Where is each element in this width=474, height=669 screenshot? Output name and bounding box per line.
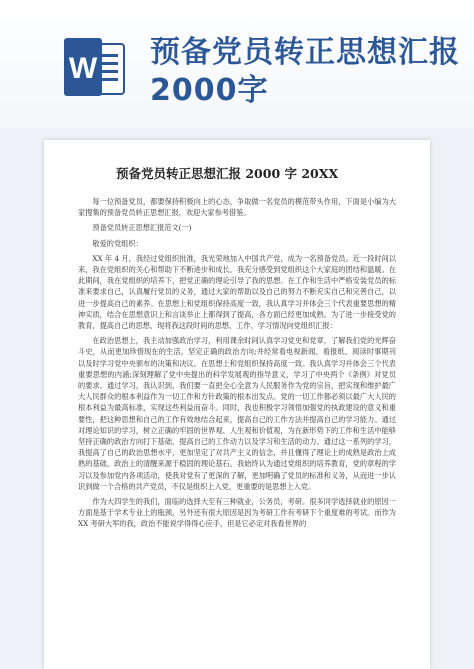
word-icon-letter: W — [68, 52, 98, 85]
header-banner — [0, 0, 474, 128]
word-document-icon — [62, 38, 126, 98]
page-title-line1: 预备党员转正思想汇报 — [150, 35, 460, 70]
paragraph-section-heading: 预备党员转正思想汇报范文(一) — [92, 223, 192, 233]
document-title: 预备党员转正思想汇报 2000 字 20XX — [116, 166, 339, 181]
paragraph-body-2: 在政治思想上，我主动加强政治学习，利用课余时间认真学习党史和党章，了解我们党的光辉奋斗史，从而更加珍惜现在的生活，坚定正确的政治方向;并经常看电视新闻、看报纸、阅读时事期刊以及时学习党中央颁布的决策和决议。在思想上和党组织保持高度一致。我认真学习并体会三个代表重要思想的内涵;深刻理解了党中央提出的科学发展观的指导意义，学习了中央两个《条例》对党员的要求。通过学习，我认识到，我们要一直把全心全意为人民服务作为党的宗旨，把实现和维护最广大人民群众的根本利益作为一切工作和方针政策的根本出发点。党的一切工作都必须以最广大人民的根本利益为最高标准，实现这些利益而奋斗。同时，我也积极学习领悟加强党的执政建设的意义和重要性，把这种思想和自己的工作有效地结合起来，提高自己的工作方法并提高自己的学习能力。通过对理论知识的学习，树立正确的牢固的世界观、人生观和价值观，为在新形势下的工作和生活中能够坚持正确的政治方向打下基础，提高自己的工作动力以及学习和生活的动力。通过这一系列的学习，我提高了自己的政治思想水平，更加坚定了对共产主义的信念，并且懂得了理论上的成熟是政治上成熟的基础，政治上的清醒来源于稳固的理论基石。我始终认为通过党组织的培养教育，党的章程的学习以及参加党内各项活动，使我对党有了更深的了解，更加明确了党员的标准和义务，从而进一步认识到做一个合格的共产党员，不仅是组织上入党，更重要的是思想上入党。 — [78, 336, 396, 491]
document-body — [78, 196, 396, 534]
paragraph-body-3: 作为大四学生的我们，面临的选择大至有三种就业，公务员，考研。很多同学选择就业的原因一方面是基于学术专业上的瓶颈，另外还有很大原因是因为考研工作有考研下个重度难的考试。而作为 XX 考研大军的我，政治不能说学得得心应手，但是它必定对我看世界的 — [78, 497, 396, 529]
paragraph-salutation: 敬爱的党组织： — [92, 238, 143, 248]
page-title-line2: 2000字 — [150, 73, 269, 108]
paragraph-body-1: XX 年 4 月，我经过党组织批准，我光荣地加入中国共产党，成为一名预备党员。近一段时间以来，我在党组织的关心和帮助下不断进步和成长，我充分感受到党组织这个大家庭的团结和温暖。在此期间，我在党组织的培养下，把党正确的理论引导了我的思想。在工作和生活中严格安装党员的标准来要求自己，认真履行党员的义务，通过大家的帮助以及自己的努力不断充实自己和完善自己，以进一步提高自己的素养。在思想上和党组织保持高度一致，我认真学习并体会三个代表重要思想的精神实质，结合在思想意识上和言谈举止上都得到了提高，各方面已经更加成熟。为了进一步接受党的教育，提高自己的思想，现将我这段时间的思想、工作、学习情况向党组织汇报： — [78, 253, 396, 331]
document-preview — [44, 140, 430, 669]
page-title — [150, 34, 460, 110]
paragraph-intro: 每一位预备党员，都要保持积极向上的心态，争取做一名党员的模范带头作用，下面是小编为大家搜集的预备党员转正思想汇报，欢迎大家参考借鉴。 — [78, 197, 396, 218]
